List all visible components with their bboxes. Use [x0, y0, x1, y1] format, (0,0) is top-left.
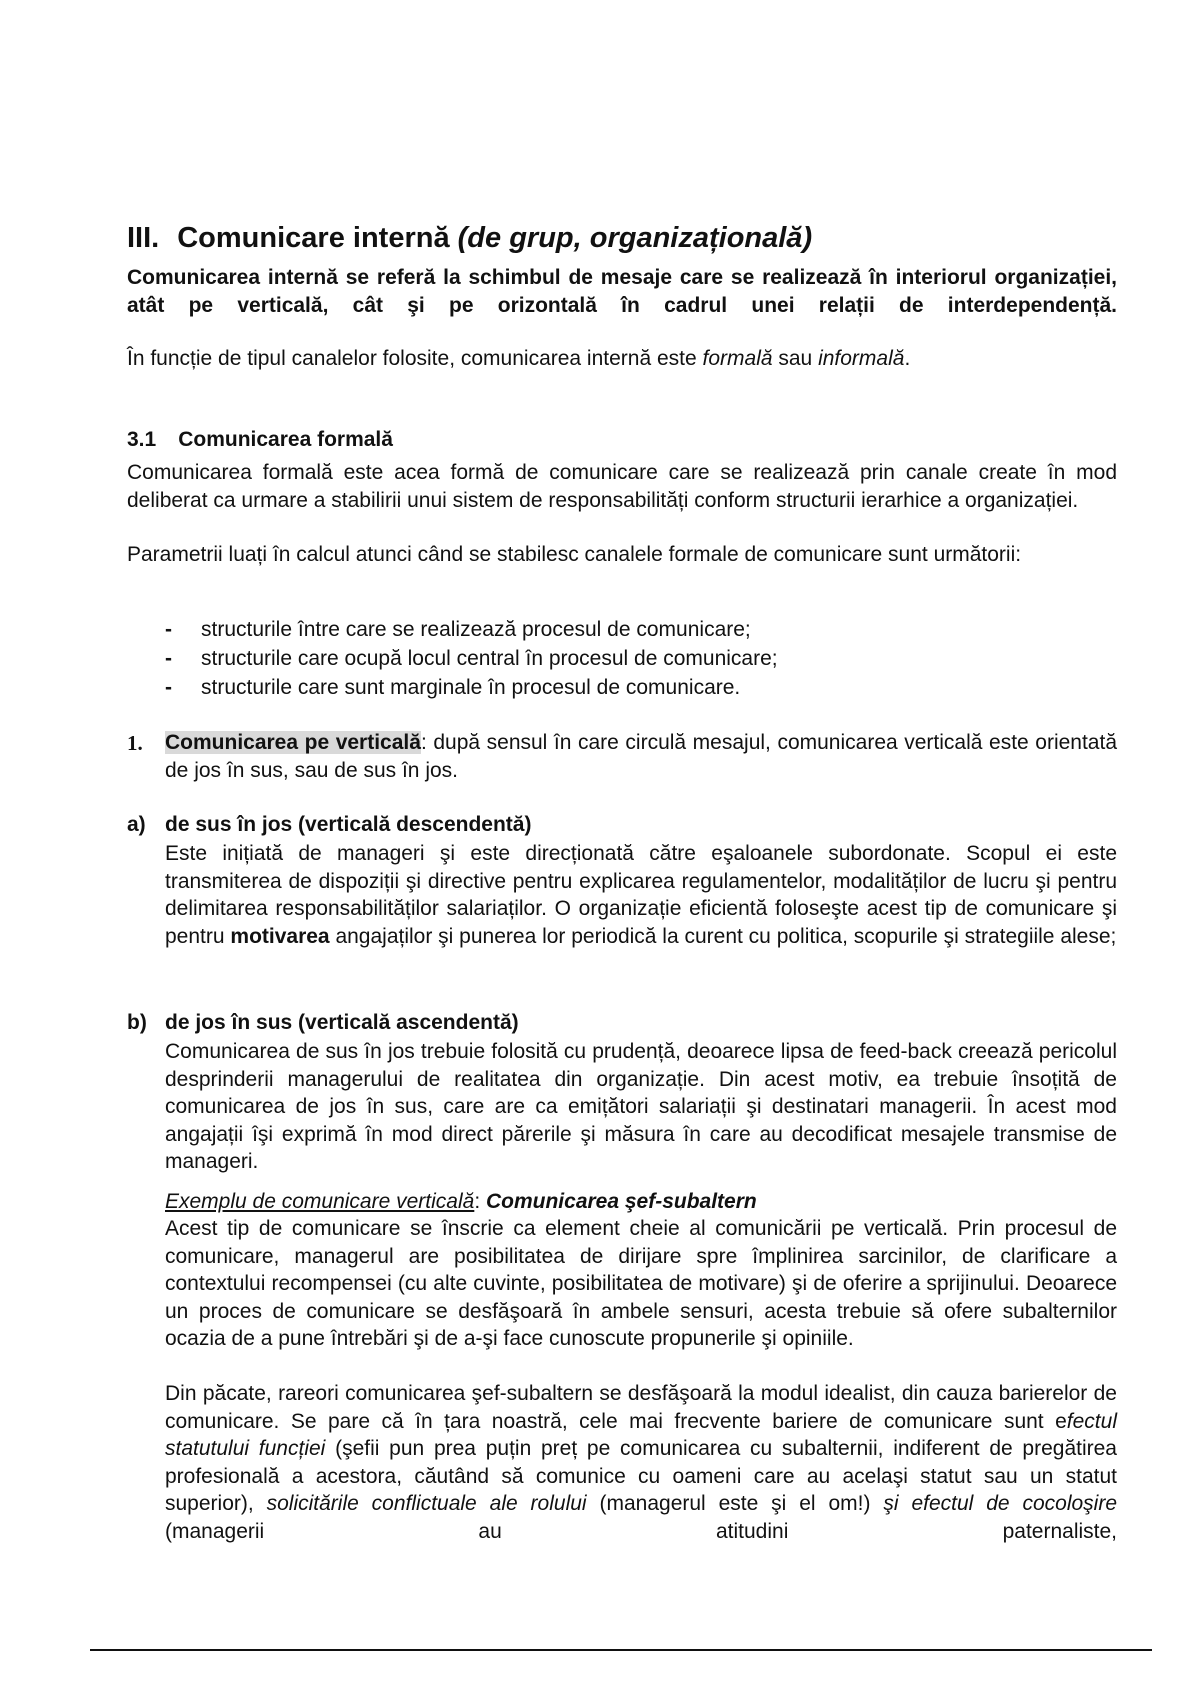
motivation-word: motivarea — [230, 924, 330, 948]
intro-definition-text: Comunicarea internă se referă la schimbul de mesaje care se realizează în interiorul organizației, atât pe verticală, cât şi pe orizontală în cadrul unei relații de interdependență. — [127, 266, 1117, 317]
chapter-title: Comunicare internă — [177, 222, 450, 254]
vertical-communication-highlight: Comunicarea pe verticală — [165, 731, 421, 754]
section-title: Comunicarea formală — [178, 428, 393, 451]
example-heading: Exemplu de comunicare verticală: Comunicarea şef-subaltern — [165, 1190, 757, 1213]
item-marker: 1. — [127, 731, 143, 755]
intro-formal: formală — [702, 347, 773, 370]
parameters-list — [165, 615, 778, 702]
section-number: 3.1 — [127, 428, 157, 451]
intro-conj: sau — [772, 347, 819, 370]
list-item: - structurile între care se realizează procesul de comunicare; — [165, 618, 751, 641]
sub-b-heading: b) de jos în sus (verticală ascendentă) — [127, 1011, 519, 1034]
chapter-number: III. — [127, 222, 160, 254]
intro-end: . — [904, 347, 911, 370]
chapter-subtitle: (de grup, organizațională) — [457, 222, 813, 254]
list-item: - structurile care ocupă locul central în procesul de comunicare; — [165, 647, 778, 670]
intro-informal: informală — [818, 347, 905, 370]
example-para-2: Din păcate, rareori comunicarea şef-subaltern se desfăşoară la modul idealist, din cauza barierelor de comunicare. Se pare că în țara noastră, cele mai frecvente bariere de comunicare sunt efectul statutului funcției (şefii pun prea puțin preț pe comunicarea cu subalternii, indiferent de pregătirea profesională a acestora, căutând să comunice cu oameni care au acelaşi statut sau un statut superior), solicitările conflictuale ale rolului (managerul este şi el om!) şi efectul de cocoloşire (managerii au atitudini paternaliste, — [165, 1382, 1118, 1543]
example-label: Exemplu de comunicare verticală — [165, 1190, 475, 1213]
section-para-1-text: Comunicarea formală este acea formă de comunicare care se realizează prin canale create în mod deliberat ca urmare a stabilirii unui sistem de responsabilități conform structurii ierarhice a organizației. — [127, 461, 1117, 512]
chapter-heading — [127, 222, 812, 255]
sub-b-text: Comunicarea de sus în jos trebuie folosită cu prudență, deoarece lipsa de feed-back creează pericolul desprinderii managerului de realitatea din organizație. Din acest motiv, ea trebuie însoțită de comunicarea de jos în sus, care are ca emițători salariații şi destinatari managerii. În acest mod angajații îşi exprimă în mod direct părerile şi măsura în care au decodificat mesajele transmise de manageri. — [165, 1040, 1117, 1173]
footer-divider — [90, 1649, 1152, 1651]
intro-channels — [127, 345, 1117, 373]
section-para-1 — [127, 459, 1117, 514]
example-para-1: Acest tip de comunicare se înscrie ca element cheie al comunicării pe verticală. Prin procesul de comunicare, managerul are posibilitatea de dirijare spre împlinirea sarcinilor, de clarificare a contextului recompensei (cu alte cuvinte, posibilitatea de motivare) şi de oferire a sprijinului. Deoarece un proces de comunicare se desfăşoară în ambele sensuri, acesta trebuie să ofere subalternilor ocazia de a pune întrebări şi de a-şi face cunoscute propunerile şi opiniile. — [165, 1217, 1117, 1350]
sub-a-heading: a) de sus în jos (verticală descendentă) — [127, 813, 532, 836]
list-item: - structurile care sunt marginale în procesul de comunicare. — [165, 676, 741, 699]
sub-a-text: Este inițiată de manageri şi este direcționată către eşaloanele subordonate. Scopul ei este transmiterea de dispoziții şi directive pentru explicarea regulamentelor, modalităților de lucru şi pentru delimitarea responsabilităților salariaților. O organizație eficientă foloseşte acest tip de comunicare şi pentru motivarea angajaților şi punerea lor periodică la curent cu politica, scopurile şi strategiile alese; — [165, 842, 1117, 948]
section-heading — [127, 428, 393, 452]
intro-channels-text: În funcție de tipul canalelor folosite, comunicarea internă este — [127, 347, 703, 370]
intro-definition — [127, 264, 1117, 319]
section-para-2 — [127, 541, 1117, 569]
section-para-2-text: Parametrii luați în calcul atunci când se stabilesc canalele formale de comunicare sunt următorii: — [127, 543, 1022, 566]
example-title: Comunicarea şef-subaltern — [485, 1190, 757, 1213]
item-1-text: Comunicarea pe verticală: după sensul în care circulă mesajul, comunicarea verticală este orientată de jos în sus, sau de sus în jos. — [165, 731, 1118, 782]
